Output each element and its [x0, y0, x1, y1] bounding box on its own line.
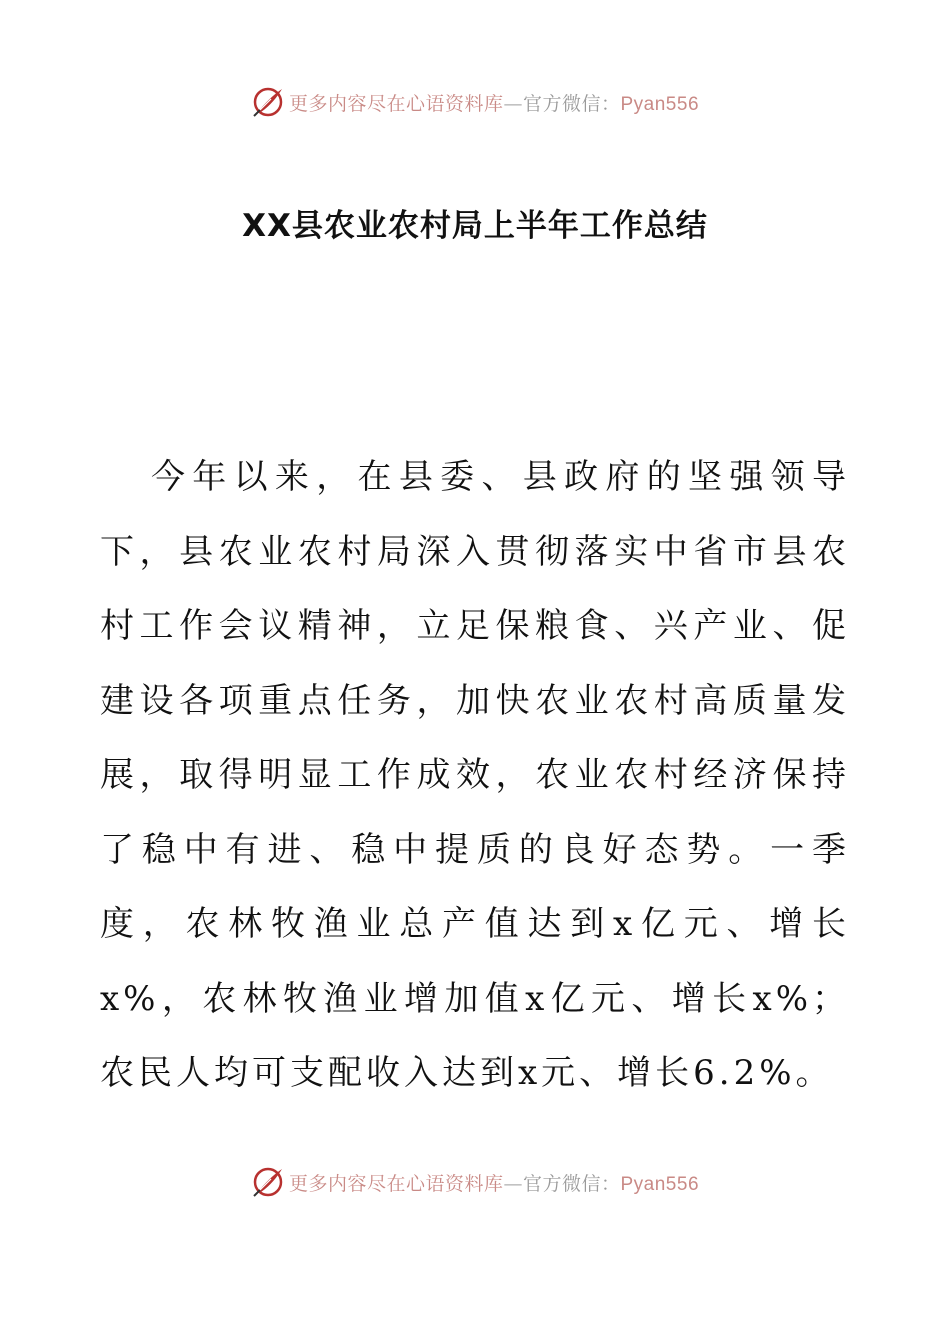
watermark-separator: —	[503, 1172, 523, 1195]
quill-logo-icon	[251, 1165, 285, 1199]
watermark-text	[289, 89, 699, 116]
watermark-official-label: 官方微信：	[522, 1172, 621, 1195]
watermark-text	[289, 1169, 699, 1196]
watermark-wechat-id: Pyan556	[620, 93, 700, 115]
watermark-main-text: 更多内容尽在心语资料库	[288, 92, 504, 115]
quill-logo-icon	[251, 85, 285, 119]
footer-watermark	[0, 1162, 950, 1202]
watermark-wechat-id: Pyan556	[620, 1173, 700, 1195]
watermark-official-label: 官方微信：	[522, 92, 621, 115]
header-watermark	[0, 82, 950, 122]
watermark-main-text: 更多内容尽在心语资料库	[288, 1172, 504, 1195]
document-title: XX县农业农村局上半年工作总结	[242, 208, 708, 244]
document-paragraph: 今年以来，在县委、县政府的坚强领导下，县农业农村局深入贯彻落实中省市县农村工作会议精神，立足保粮食、兴产业、促建设各项重点任务，加快农业农村高质量发展，取得明显工作成效，农业农村经济保持了稳中有进、稳中提质的良好态势。一季度，农林牧渔业总产值达到x亿元、增长x%，农林牧渔业增加值x亿元、增长x%；农民人均可支配收入达到x元、增长6.2%。	[100, 457, 850, 1093]
watermark-separator: —	[503, 92, 523, 115]
